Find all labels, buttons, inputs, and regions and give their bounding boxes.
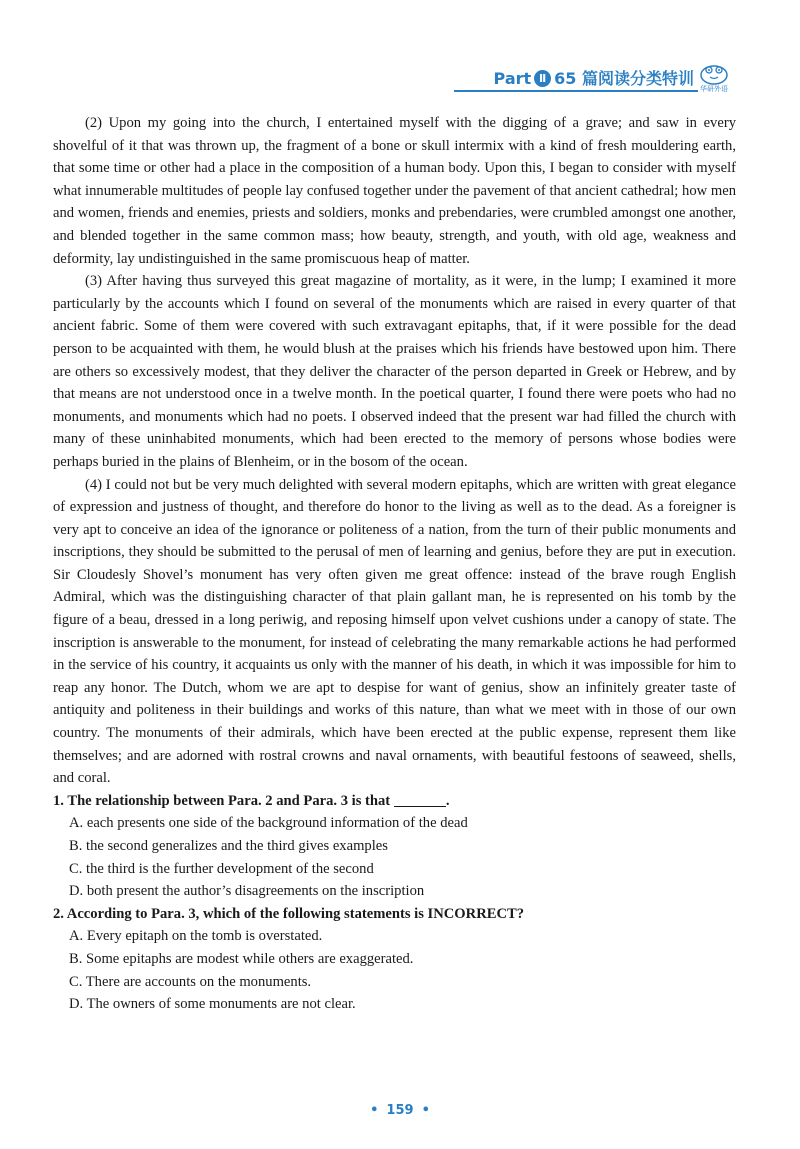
page-number-dot-right: • (421, 1103, 430, 1118)
question-1-option-b: B. the second generalizes and the third gives examples (69, 838, 388, 854)
passage-content (53, 112, 736, 1016)
header-title (494, 66, 694, 89)
logo-text: 华研外语 (700, 85, 728, 93)
question-2-stem: 2. According to Para. 3, which of the following statements is INCORRECT? (53, 905, 525, 922)
paragraph-2: (2) Upon my going into the church, I entertained myself with the digging of a grave; and saw in every shovelful of it that was thrown up, the fragment of a bone or skull intermix with a kind of fresh mouldering earth, that some time or other had a place in the composition of a human body. Upon this, I began to consider with myself what innumerable multitudes of people lay confused together under the pavement of that ancient cathedral; how men and women, friends and enemies, priests and soldiers, monks and prebendaries, were crumbled amongst one another, and blended together in the same common mass; how beauty, strength, and youth, with old age, weakness and deformity, lay undistinguished in the same promiscuous heap of matter. (53, 115, 736, 267)
question-1-option-c: C. the third is the further development of the second (69, 860, 374, 877)
question-1-option-a: A. each presents one side of the background information of the dead (69, 815, 468, 832)
question-2-option-d: D. The owners of some monuments are not clear. (69, 996, 356, 1013)
question-1-stem-end: . (445, 792, 450, 809)
section-title: 65 篇阅读分类特训 (554, 69, 694, 88)
part-numeral-badge: Ⅱ (534, 70, 551, 87)
question-2-option-c: C. There are accounts on the monuments. (69, 973, 312, 990)
header-rule (454, 90, 698, 92)
part-label: Part (493, 69, 532, 88)
logo-graphic (696, 62, 732, 86)
publisher-logo-icon (696, 62, 732, 98)
question-2-option-a: A. Every epitaph on the tomb is overstated. (69, 928, 323, 945)
question-1-text: 1. The relationship between Para. 2 and Para. 3 is that (53, 792, 391, 809)
page-number-text: 159 (386, 1103, 414, 1118)
question-1-stem (53, 790, 736, 813)
paragraph-3: (3) After having thus surveyed this great magazine of mortality, as it were, in the lump; I examined it more particularly by the accounts which I found on several of the monuments which are raised in every quarter of that ancient fabric. Some of them were covered with such extravagant epitaphs, that, if it were possible for the dead person to be acquainted with them, he would blush at the praises which his friends have bestowed upon him. There are others so excessively modest, that they deliver the character of the person departed in Greek or Hebrew, and by that means are not understood once in a twelve month. In the poetical quarter, I found there were poets who had no monuments, and monuments which had no poets. I observed indeed that the present war had filled the church with many of these uninhabited monuments, which had been erected to the memory of persons whose bodies were perhaps buried in the plains of Blenheim, or in the bosom of the ocean. (53, 273, 736, 470)
page-header (462, 62, 762, 98)
page-number-dot-left: • (370, 1103, 379, 1118)
question-1-option-d: D. both present the author’s disagreements on the inscription (69, 883, 425, 900)
paragraph-4: (4) I could not but be very much delighted with several modern epitaphs, which are written with great elegance of expression and justness of thought, and therefore do honor to the living as well as to the dead. As a foreigner is very apt to conceive an idea of the ignorance or politeness of a nation, from the turn of their public monuments and inscriptions, they should be submitted to the perusal of men of learning and genius, before they are put in execution. Sir Cloudesly Shovel’s monument has very often given me great offence: instead of the brave rough English Admiral, which was the distinguishing character of that plain gallant man, he is represented on his tomb by the figure of a beau, dressed in a long periwig, and reposing himself upon velvet cushions under a canopy of state. The inscription is answerable to the monument, for instead of celebrating the many remarkable actions he had performed in the service of his country, it acquaints us only with the manner of his death, in which it was impossible for him to reap any honor. The Dutch, whom we are apt to despise for want of genius, show an infinitely greater taste of antiquity and politeness in their buildings and works of this nature, than what we meet with in those of our own country. The monuments of their admirals, which have been erected at the public expense, represent them like themselves; and are adorned with rostral crowns and naval ornaments, with beautiful festoons of seaweed, shells, and coral. (53, 476, 736, 787)
page-number (0, 1103, 800, 1118)
answer-blank (394, 792, 446, 807)
question-2-option-b: B. Some epitaphs are modest while others are exaggerated. (69, 950, 414, 967)
